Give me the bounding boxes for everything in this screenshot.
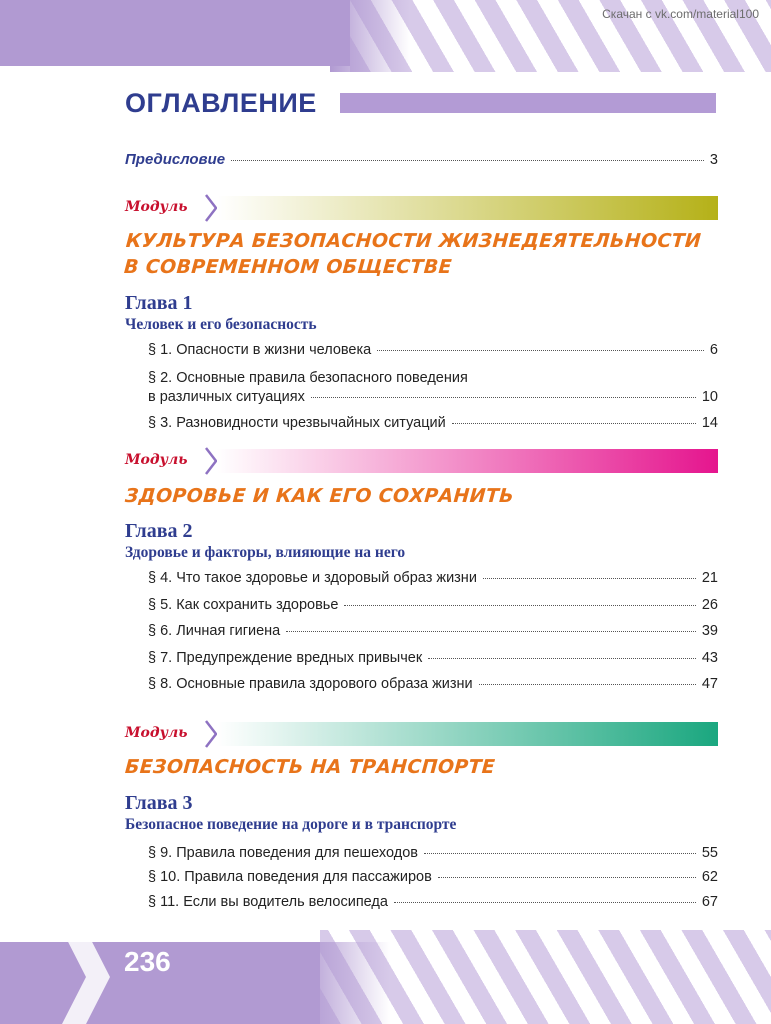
module-header-2 <box>125 446 718 476</box>
chapter-title: Человек и его безопасность <box>125 316 317 333</box>
module-gradient-bar <box>217 196 718 220</box>
toc-entry[interactable]: в различных ситуациях 10 <box>148 389 718 405</box>
toc-entry[interactable]: § 11. Если вы водитель велосипеда 67 <box>148 894 718 910</box>
toc-entry[interactable]: § 8. Основные правила здорового образа жизни 47 <box>148 676 718 692</box>
toc-preface[interactable] <box>125 151 718 168</box>
module-title: ЗДОРОВЬЕ И КАК ЕГО СОХРАНИТЬ <box>124 485 515 507</box>
chapter-heading: Глава 2 <box>125 520 193 542</box>
module-gradient-bar <box>217 722 718 746</box>
module-label: Модуль <box>125 199 188 215</box>
module-label: Модуль <box>125 452 188 468</box>
toc-entry[interactable]: § 5. Как сохранить здоровье 26 <box>148 597 718 613</box>
toc-entry[interactable]: § 3. Разновидности чрезвычайных ситуаций 14 <box>148 415 718 431</box>
module-title: БЕЗОПАСНОСТЬ НА ТРАНСПОРТЕ <box>124 756 496 778</box>
toc-entry[interactable]: § 1. Опасности в жизни человека 6 <box>148 342 718 358</box>
watermark: Скачан с vk.com/material100 <box>602 7 759 21</box>
preface-page: 3 <box>709 152 718 168</box>
page-title: ОГЛАВЛЕНИЕ <box>125 88 317 118</box>
module-gradient-bar <box>217 449 718 473</box>
toc-entry[interactable]: § 4. Что такое здоровье и здоровый образ жизни 21 <box>148 570 718 586</box>
toc-entry[interactable]: § 7. Предупреждение вредных привычек 43 <box>148 650 718 666</box>
module-header-3 <box>125 719 718 749</box>
toc-entry[interactable]: § 6. Личная гигиена 39 <box>148 623 718 639</box>
chevron-right-icon <box>62 930 112 1024</box>
chapter-heading: Глава 1 <box>125 292 193 314</box>
toc-entry[interactable]: § 9. Правила поведения для пешеходов 55 <box>148 845 718 861</box>
chapter-title: Безопасное поведение на дороге и в транспорте <box>125 816 457 833</box>
title-bar <box>340 93 716 113</box>
bottom-banner <box>0 930 771 1024</box>
chapter-heading: Глава 3 <box>125 792 193 814</box>
module-title: КУЛЬТУРА БЕЗОПАСНОСТИ ЖИЗНЕДЕЯТЕЛЬНОСТИ В СОВРЕМЕННОМ ОБЩЕСТВЕ <box>123 230 702 278</box>
module-label: Модуль <box>125 725 188 741</box>
toc-entry-line1[interactable]: § 2. Основные правила безопасного поведения <box>148 370 468 386</box>
module-header-1 <box>125 193 718 223</box>
toc-entry[interactable]: § 10. Правила поведения для пассажиров 62 <box>148 869 718 885</box>
page-number: 236 <box>124 946 171 977</box>
chapter-title: Здоровье и факторы, влияющие на него <box>125 544 406 561</box>
preface-label: Предисловие <box>125 151 226 168</box>
